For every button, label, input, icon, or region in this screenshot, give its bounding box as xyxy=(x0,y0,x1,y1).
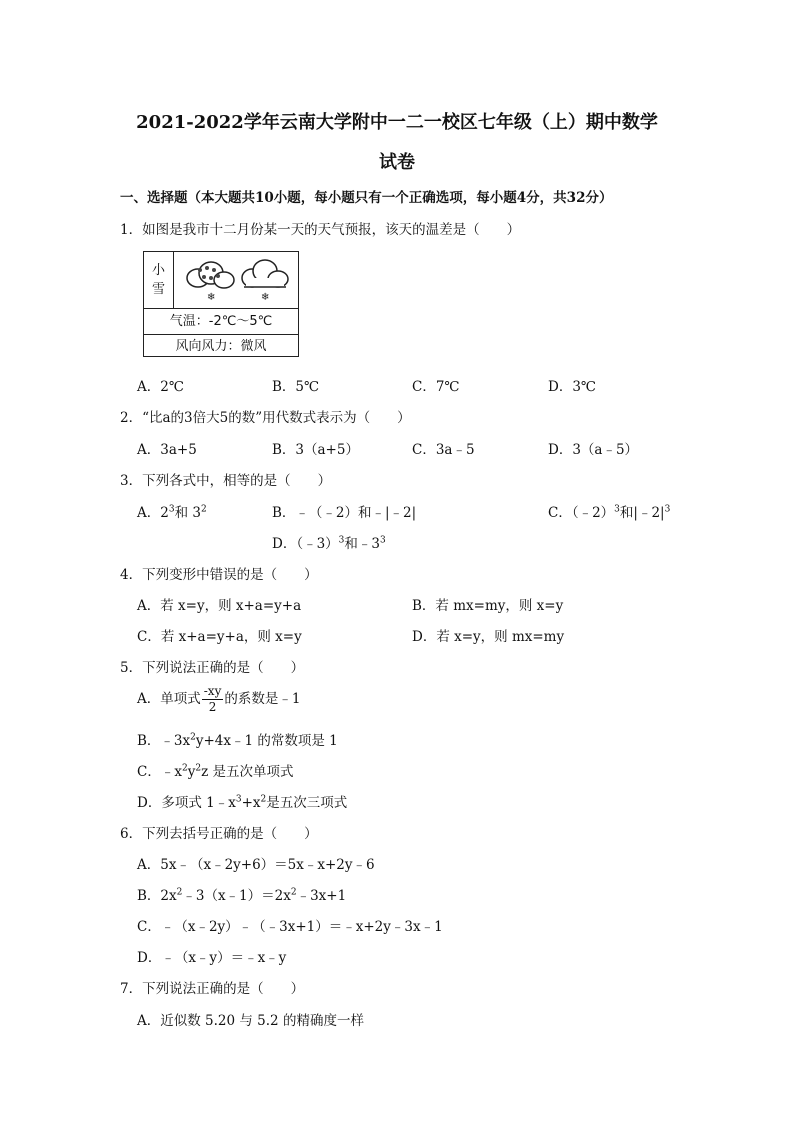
snow-cloud-icon xyxy=(180,256,295,306)
question-1-stem: 1．如图是我市十二月份某一天的天气预报，该天的温差是（ ） xyxy=(120,222,521,238)
question-2-option-b: B．3（a+5） xyxy=(272,442,359,458)
weather-wind: 风向风力：微风 xyxy=(175,339,267,354)
question-3-option-b: B．﹣（﹣2）和﹣|﹣2| xyxy=(272,505,417,521)
question-3-stem: 3．下列各式中，相等的是（ ） xyxy=(120,473,332,489)
question-3-option-c: C．（﹣2）$^3$和$|﹣2|^3$ xyxy=(548,504,671,521)
question-4-option-b: B．若 mx=my，则 x=y xyxy=(412,598,564,614)
question-7-option-a: A．近似数 5.20 与 5.2 的精确度一样 xyxy=(137,1013,364,1029)
question-6-stem: 6．下列去括号正确的是（ ） xyxy=(120,826,318,842)
question-3-option-a: A．$2^3$和 $3^2$ xyxy=(137,504,207,521)
question-6-option-a: A．5x﹣（x﹣2y+6）＝5x﹣x+2y﹣6 xyxy=(137,857,375,873)
question-1-option-c: C．7℃ xyxy=(412,379,460,395)
question-6-option-d: D．﹣（x﹣y）＝﹣x﹣y xyxy=(137,950,287,966)
question-2-option-a: A．3a+5 xyxy=(137,442,197,458)
exam-title-line2: 试卷 xyxy=(379,152,415,173)
question-5-option-a: A．单项式 $\frac{-xy}{2}$ 的系数是﹣1 xyxy=(137,684,301,714)
question-1-option-b: B．5℃ xyxy=(272,379,320,395)
question-3-option-d: D．（﹣3）$^3$和$﹣3^3$ xyxy=(272,535,386,552)
question-4-option-d: D．若 x=y，则 mx=my xyxy=(412,629,565,645)
question-5-option-b: B．$﹣3x^2y+4x﹣1$ 的常数项是 1 xyxy=(137,732,338,749)
exam-title-line1: 2021-2022学年云南大学附中一二一校区七年级（上）期中数学 xyxy=(136,112,658,133)
weather-temperature: 气温：-2℃～5℃ xyxy=(144,309,298,335)
weather-label-line1: 小 xyxy=(151,263,165,278)
question-5-option-d: D．多项式 $1﹣x^3+x^2$是五次三项式 xyxy=(137,794,348,811)
question-7-stem: 7．下列说法正确的是（ ） xyxy=(120,981,305,997)
fraction: $\frac{-xy}{2}$ xyxy=(203,684,222,714)
question-4-stem: 4．下列变形中错误的是（ ） xyxy=(120,567,318,583)
svg-text:❄: ❄ xyxy=(207,292,216,303)
section-heading: 一、选择题（本大题共10小题，每小题只有一个正确选项，每小题4分，共32分） xyxy=(120,190,613,206)
question-1-option-a: A．2℃ xyxy=(137,379,184,395)
question-4-option-c: C．若 x+a=y+a，则 x=y xyxy=(137,629,302,645)
question-1-option-d: D．3℃ xyxy=(548,379,597,395)
question-2-option-c: C．3a﹣5 xyxy=(412,442,475,458)
question-4-option-a: A．若 x=y，则 x+a=y+a xyxy=(137,598,302,614)
question-5-stem: 5．下列说法正确的是（ ） xyxy=(120,660,305,676)
svg-text:❄: ❄ xyxy=(261,292,270,303)
question-5-option-c: C．$﹣x^2y^2z$ 是五次单项式 xyxy=(137,763,294,780)
question-6-option-b: B．$2x^2﹣3(x﹣1)=2x^2﹣3x+1$ xyxy=(137,887,347,904)
question-6-option-c: C．﹣（x﹣2y）﹣（﹣3x+1）＝﹣x+2y﹣3x﹣1 xyxy=(137,919,443,935)
weather-label xyxy=(144,252,174,308)
weather-forecast-card xyxy=(143,251,299,357)
weather-label-line2: 雪 xyxy=(151,282,165,297)
question-2-stem: 2．“比a的3倍大5的数”用代数式表示为（ ） xyxy=(120,410,411,426)
question-2-option-d: D．3（a﹣5） xyxy=(548,442,639,458)
